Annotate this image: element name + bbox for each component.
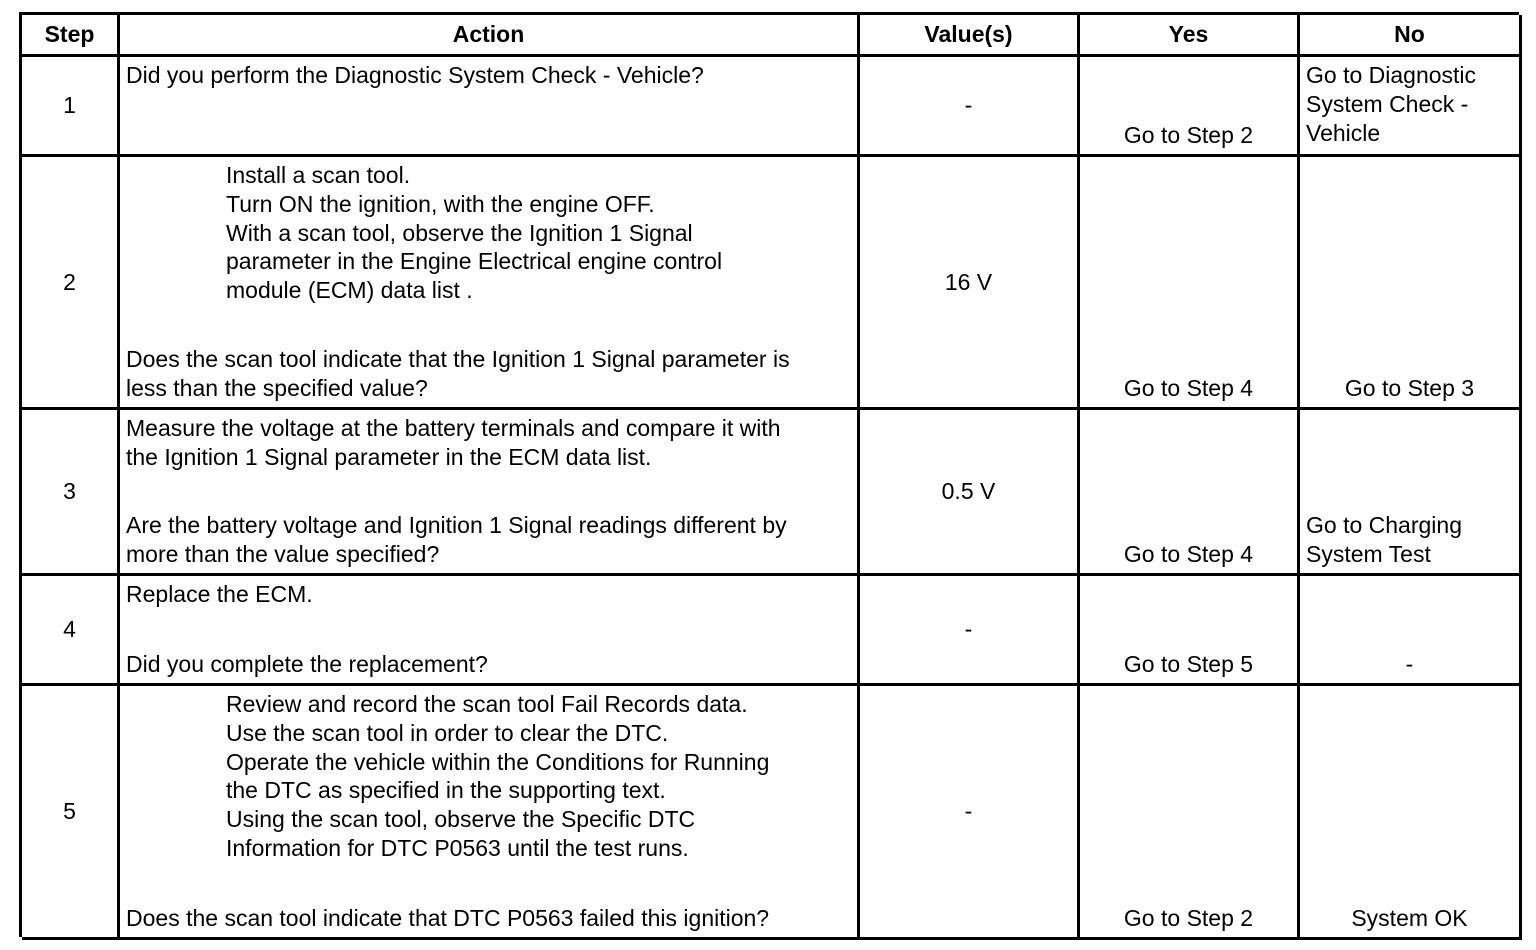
step-number: 1 — [22, 57, 120, 157]
step-number: 3 — [22, 410, 120, 576]
value-cell: - — [860, 686, 1080, 940]
action-line: the Ignition 1 Signal parameter in the ECM data list. — [126, 443, 652, 470]
action-line: module (ECM) data list . — [226, 277, 473, 304]
yes-result: Go to Step 2 — [1123, 122, 1254, 149]
action-line: parameter in the Engine Electrical engine control — [226, 248, 723, 275]
action-cell — [120, 576, 860, 686]
question-line: less than the specified value? — [126, 375, 428, 402]
yes-cell — [1080, 576, 1300, 686]
action-cell — [120, 157, 860, 410]
action-instructions — [126, 61, 851, 90]
action-instructions — [126, 414, 851, 472]
question-line: Does the scan tool indicate that DTC P0563 failed this ignition? — [126, 905, 770, 932]
yes-cell — [1080, 686, 1300, 940]
value-cell: - — [860, 57, 1080, 157]
no-result: Go to Step 3 — [1344, 375, 1475, 402]
action-line: Review and record the scan tool Fail Records data. — [226, 691, 748, 717]
action-instructions — [126, 161, 851, 305]
action-question — [126, 904, 851, 937]
yes-cell — [1080, 410, 1300, 576]
action-question — [126, 511, 851, 573]
yes-result: Go to Step 4 — [1123, 541, 1254, 568]
no-result-line: Go to Diagnostic — [1306, 62, 1477, 88]
no-cell — [1300, 410, 1522, 576]
action-instructions — [126, 690, 851, 863]
step-number: 5 — [22, 686, 120, 940]
yes-cell — [1080, 57, 1300, 157]
no-result-line: System Check - — [1306, 90, 1469, 117]
action-cell — [120, 686, 860, 940]
action-line: Operate the vehicle within the Conditions for Running — [226, 748, 770, 775]
question-line: more than the value specified? — [126, 541, 440, 568]
action-line: Use the scan tool in order to clear the DTC. — [226, 719, 669, 746]
yes-result: Go to Step 4 — [1123, 375, 1254, 402]
no-result-line: System Test — [1306, 541, 1431, 568]
action-line: Information for DTC P0563 until the test runs. — [226, 834, 689, 861]
no-result: - — [1405, 651, 1414, 678]
step-number: 2 — [22, 157, 120, 410]
diagnostic-table — [19, 12, 1519, 937]
value-cell: - — [860, 576, 1080, 686]
question-line: Does the scan tool indicate that the Ignition 1 Signal parameter is — [126, 346, 790, 373]
header-no: No — [1300, 15, 1522, 57]
no-result-line: Go to Charging — [1306, 512, 1462, 539]
action-question — [126, 650, 851, 683]
action-line: Replace the ECM. — [126, 581, 313, 607]
value-cell: 16 V — [860, 157, 1080, 410]
action-line: Turn ON the ignition, with the engine OFF. — [226, 190, 655, 217]
step-number: 4 — [22, 576, 120, 686]
action-line: Measure the voltage at the battery terminals and compare it with — [126, 415, 781, 441]
action-cell — [120, 410, 860, 576]
action-cell — [120, 57, 860, 157]
yes-result: Go to Step 2 — [1123, 905, 1254, 932]
action-question — [126, 345, 851, 407]
question-line: Did you complete the replacement? — [126, 651, 488, 678]
no-cell — [1300, 686, 1522, 940]
value-cell: 0.5 V — [860, 410, 1080, 576]
header-values: Value(s) — [860, 15, 1080, 57]
header-action: Action — [120, 15, 860, 57]
action-line: Install a scan tool. — [226, 162, 411, 188]
question-line: Are the battery voltage and Ignition 1 Signal readings different by — [126, 512, 787, 539]
action-line: Using the scan tool, observe the Specific DTC — [226, 806, 696, 833]
action-line: With a scan tool, observe the Ignition 1 Signal — [226, 219, 693, 246]
no-result: System OK — [1351, 905, 1468, 932]
no-result-line: Vehicle — [1306, 119, 1381, 146]
header-step: Step — [22, 15, 120, 57]
no-cell — [1300, 576, 1522, 686]
yes-result: Go to Step 5 — [1123, 651, 1254, 678]
no-cell — [1300, 57, 1522, 157]
header-yes: Yes — [1080, 15, 1300, 57]
yes-cell — [1080, 157, 1300, 410]
action-instructions — [126, 580, 851, 609]
no-cell — [1300, 157, 1522, 410]
action-line: Did you perform the Diagnostic System Check - Vehicle? — [126, 62, 704, 88]
action-line: the DTC as specified in the supporting text. — [226, 777, 666, 804]
